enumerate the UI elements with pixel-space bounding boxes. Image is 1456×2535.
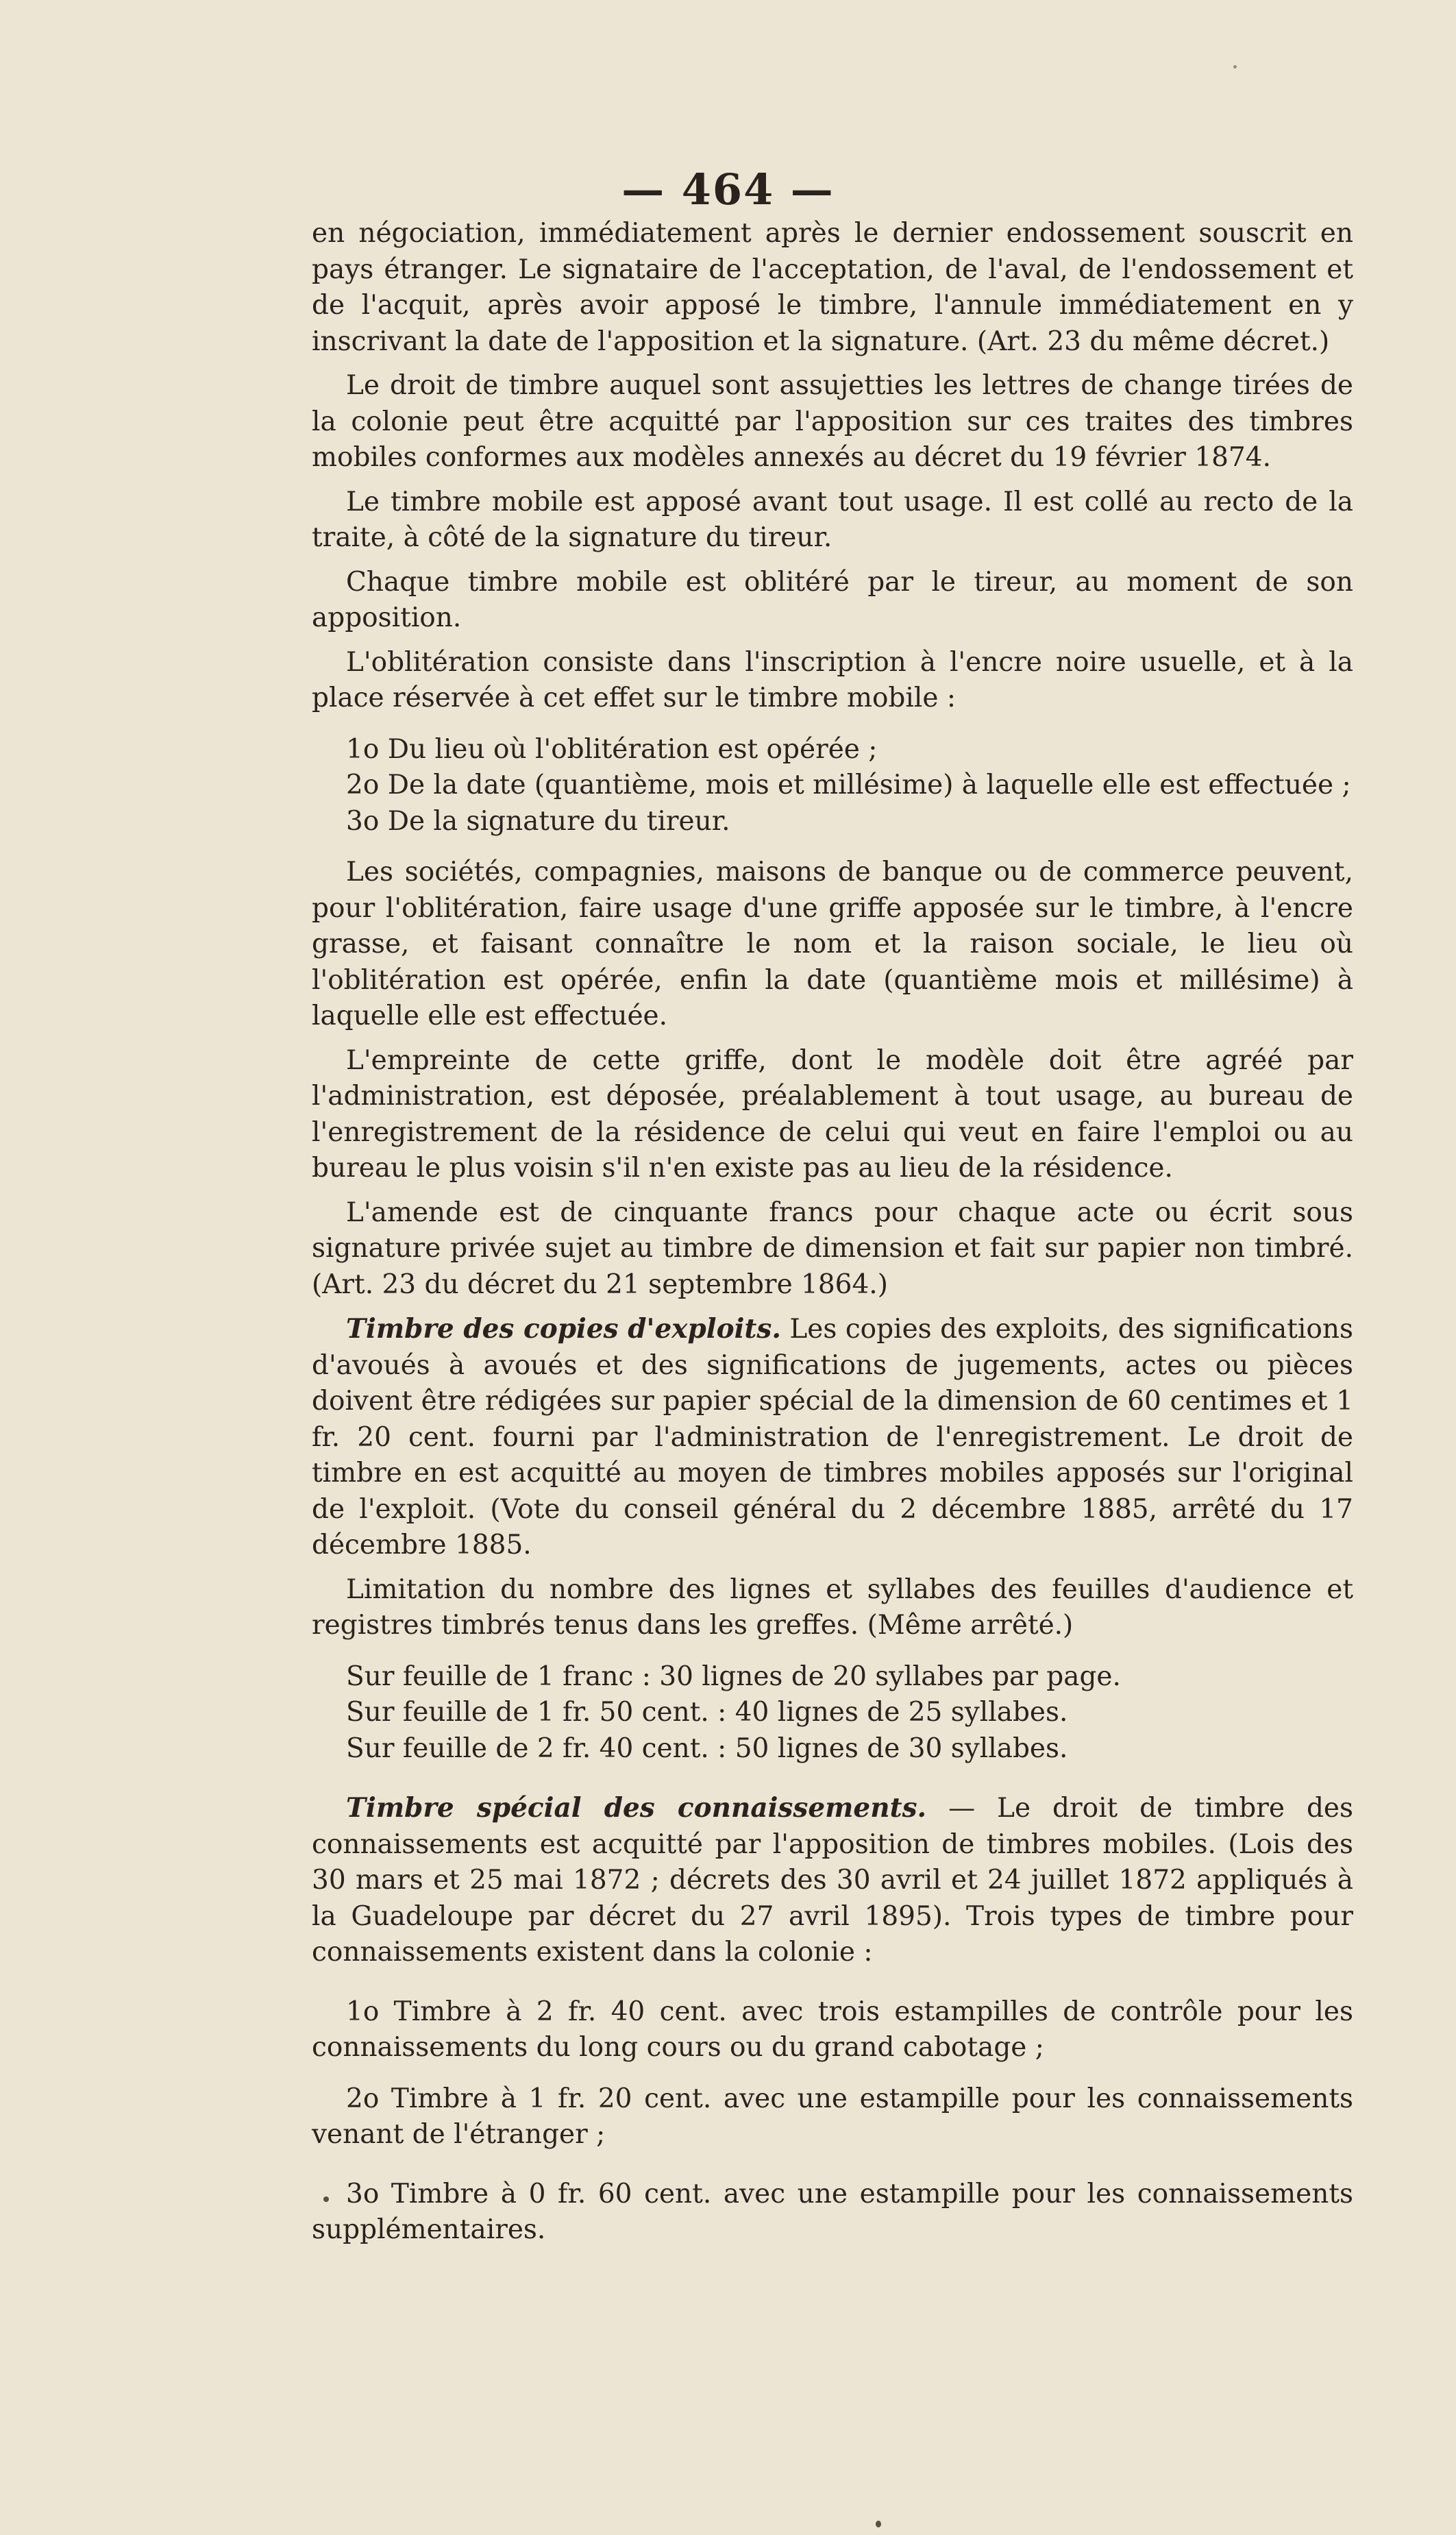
section-text-connaissements: — Le droit de timbre des connaissements est acquitté par l'apposition de timbres mobiles. (Lois des 30 mars et 25 mai 1872 ; décrets des 30 avril et 24 juillet 1872 appliqués à la Guadeloupe par décret du 27 avril 1895). Trois types de timbre pour connaissements existent dans la colonie : [312, 1793, 1353, 1968]
paragraph-societes-griffe: Les sociétés, compagnies, maisons de banque ou de commerce peuvent, pour l'oblitération, faire usage d'une griffe apposée sur le timbre, à l'encre grasse, et faisant connaître le nom et la raison sociale, le lieu où l'oblitération est opérée, enfin la date (quantième mois et millésime) à laquelle elle est effectuée. [312, 857, 1353, 1031]
section-title-copies-exploits: Timbre des copies d'exploits. [346, 1313, 781, 1345]
paragraph-droit-timbre: Le droit de timbre auquel sont assujetties les lettres de change tirées de la colonie peut être acquitté par l'apposition sur ces traites des timbres mobiles conformes aux modèles annexés au décret du 19 février 1874. [312, 370, 1353, 473]
paragraph-copies-exploits [312, 1311, 1353, 1564]
list-item-feuille-1-50: Sur feuille de 1 fr. 50 cent. : 40 lignes de 25 syllabes. [346, 1697, 1068, 1728]
page-number: — 464 — [621, 164, 835, 215]
paragraph-amende: L'amende est de cinquante francs pour chaque acte ou écrit sous signature privée sujet au timbre de dimension et fait sur papier non timbré. (Art. 23 du décret du 21 septembre 1864.) [312, 1197, 1353, 1300]
list-item-timbre-0-60: 3o Timbre à 0 fr. 60 cent. avec une estampille pour les connaissements supplémentaires. [312, 2178, 1353, 2245]
paragraph-connaissements [312, 1790, 1353, 1971]
paragraph-limitation-lignes: Limitation du nombre des lignes et syllabes des feuilles d'audience et registres timbrés tenus dans les greffes. (Même arrêté.) [312, 1573, 1353, 1641]
ink-speck [323, 2196, 329, 2202]
section-title-connaissements: Timbre spécial des connaissements. [346, 1792, 927, 1824]
list-item-date: 2o De la date (quantième, mois et millésime) à laquelle elle est effectuée ; [346, 770, 1351, 800]
list-item-feuille-1-franc: Sur feuille de 1 franc : 30 lignes de 20 syllabes par page. [346, 1661, 1121, 1692]
paragraph-obliteration-tireur: Chaque timbre mobile est oblitéré par le tireur, au moment de son apposition. [312, 566, 1353, 633]
list-item-lieu: 1o Du lieu où l'oblitération est opérée ; [346, 733, 878, 765]
list-item-feuille-2-40: Sur feuille de 2 fr. 40 cent. : 50 lignes de 30 syllabes. [346, 1732, 1068, 1764]
paragraph-continuation: en négociation, immédiatement après le dernier endossement souscrit en pays étranger. Le signataire de l'acceptation, de l'aval, de l'endossement et de l'acquit, après avoir apposé le timbre, l'annule immédiatement en y inscrivant la date de l'apposition et la signature. (Art. 23 du même décret.) [312, 218, 1353, 357]
paragraph-obliteration-definition: L'oblitération consiste dans l'inscription à l'encre noire usuelle, et à la place réservée à cet effet sur le timbre mobile : [312, 646, 1353, 713]
list-item-signature: 3o De la signature du tireur. [346, 805, 730, 837]
paragraph-empreinte-griffe: L'empreinte de cette griffe, dont le modèle doit être agréé par l'administration, est déposée, préalablement à tout usage, au bureau de l'enregistrement de la résidence de celui qui veut en faire l'emploi ou au bureau le plus voisin s'il n'en existe pas au lieu de la résidence. [312, 1044, 1353, 1184]
paragraph-timbre-mobile: Le timbre mobile est apposé avant tout usage. Il est collé au recto de la traite, à côté de la signature du tireur. [312, 486, 1353, 553]
ink-speck [1233, 65, 1237, 69]
body-text [312, 216, 1353, 2249]
list-item-timbre-1-20: 2o Timbre à 1 fr. 20 cent. avec une estampille pour les connaissements venant de l'étranger ; [312, 2083, 1353, 2150]
section-text-copies-exploits: Les copies des exploits, des significations d'avoués à avoués et des significations de jugements, actes ou pièces doivent être rédigées sur papier spécial de la dimension de 60 centimes et 1 fr. 20 cent. fourni par l'administration de l'enregistrement. Le droit de timbre en est acquitté au moyen de timbres mobiles apposés sur l'original de l'exploit. (Vote du conseil général du 2 décembre 1885, arrêté du 17 décembre 1885. [312, 1314, 1353, 1560]
ink-speck [876, 2521, 881, 2527]
list-item-timbre-2-40: 1o Timbre à 2 fr. 40 cent. avec trois estampilles de contrôle pour les connaissements du long cours ou du grand cabotage ; [312, 1996, 1353, 2063]
